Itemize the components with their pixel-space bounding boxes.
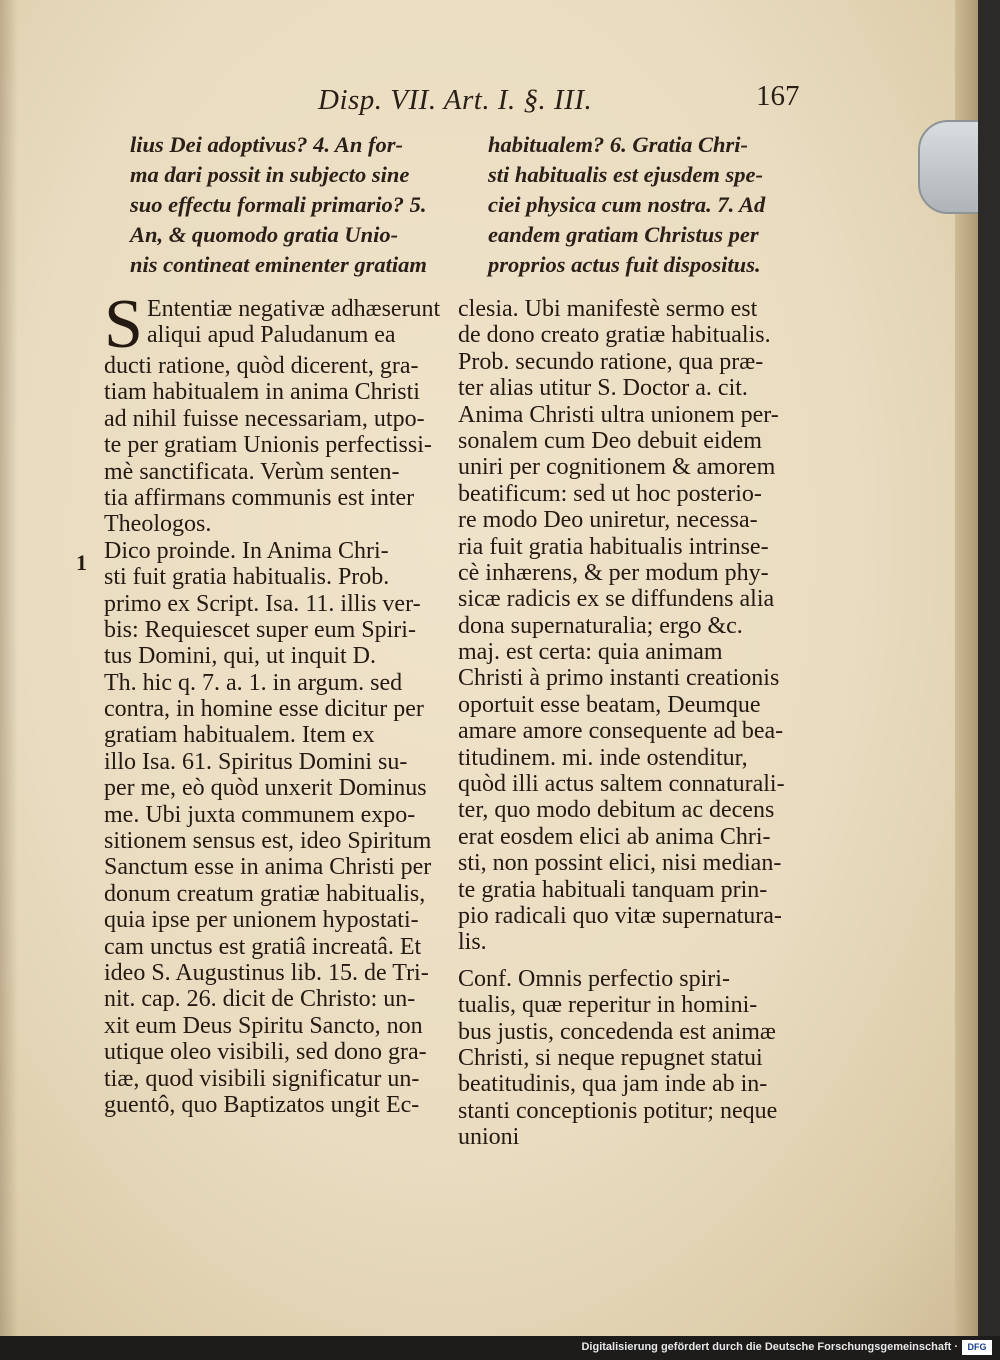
- text-line: te per gratiam Unionis perfectissi-: [104, 432, 432, 459]
- text-line: unioni: [458, 1124, 520, 1151]
- summary-line: ciei physica cum nostra. 7. Ad: [488, 192, 766, 217]
- right-paragraph-1: [458, 296, 795, 956]
- text-line: tiæ, quod visibili significatur un-: [104, 1065, 420, 1092]
- text-line: xit eum Deus Spiritu Sancto, non: [104, 1012, 423, 1039]
- page-clip: [918, 120, 978, 214]
- text-line: erat eosdem elici ab anima Chri-: [458, 823, 771, 850]
- text-line: ter alias utitur S. Doctor a. cit.: [458, 375, 748, 402]
- text-line: ad nihil fuisse necessariam, utpo-: [104, 405, 425, 432]
- text-line: stanti conceptionis potitur; neque: [458, 1097, 778, 1124]
- margin-mark: 1: [76, 550, 87, 575]
- text-line: sti, non possint elici, nisi median-: [458, 850, 782, 877]
- summary-line: nis contineat eminenter gratiam: [130, 252, 427, 277]
- text-line: re modo Deo uniretur, necessa-: [458, 507, 758, 534]
- text-line: contra, in homine esse dicitur per: [104, 696, 424, 723]
- text-line: amare amore consequente ad bea-: [458, 718, 784, 745]
- text-line: te gratia habituali tanquam prin-: [458, 876, 768, 903]
- text-line: utique oleo visibili, sed dono gra-: [104, 1039, 427, 1066]
- summary-left-column: [130, 130, 442, 280]
- left-paragraph-2: [104, 538, 447, 1119]
- text-line: pio radicali quo vitæ supernatura-: [458, 902, 782, 929]
- text-line: beatificum: sed ut hoc posterio-: [458, 480, 762, 507]
- text-line: guentô, quo Baptizatos ungit Ec-: [104, 1091, 420, 1118]
- text-line: per me, eò quòd unxerit Dominus: [104, 775, 427, 802]
- text-line: Conf. Omnis perfectio spiri-: [458, 965, 730, 992]
- text-line: donum creatum gratiæ habitualis,: [104, 880, 426, 907]
- text-line: dona supernaturalia; ergo &c.: [458, 612, 743, 639]
- text-line: illo Isa. 61. Spiritus Domini su-: [104, 748, 408, 775]
- text-line: Christi, si neque repugnet statui: [458, 1044, 763, 1071]
- summary-line: lius Dei adoptivus? 4. An for-: [130, 132, 403, 157]
- text-line: ducti ratione, quòd dicerent, gra-: [104, 353, 419, 379]
- text-line: tia affirmans communis est inter: [104, 484, 415, 511]
- text-line: tus Domini, qui, ut inquit D.: [104, 643, 377, 670]
- text-line: bis: Requiescet super eum Spiri-: [104, 616, 416, 643]
- text-line: titudinem. mi. inde ostenditur,: [458, 744, 748, 771]
- text-line: uniri per cognitionem & amorem: [458, 454, 776, 481]
- footer-credit: Digitalisierung gefördert durch die Deutsche Forschungsgemeinschaft ·: [581, 1341, 958, 1353]
- text-line: ideo S. Augustinus lib. 15. de Tri-: [104, 959, 429, 986]
- text-line: sitionem sensus est, ideo Spiritum: [104, 828, 432, 855]
- summary-right-column: [488, 130, 792, 280]
- text-line: sicæ radicis ex se diffundens alia: [458, 586, 775, 613]
- text-line: clesia. Ubi manifestè sermo est: [458, 296, 758, 322]
- summary-line: suo effectu formali primario? 5.: [130, 192, 427, 217]
- running-head: Disp. VII. Art. I. §. III.: [318, 84, 593, 116]
- text-line: Th. hic q. 7. a. 1. in argum. sed: [104, 669, 403, 696]
- left-text-column: [104, 286, 447, 1118]
- text-line: cam unctus est gratiâ increatâ. Et: [104, 933, 422, 960]
- text-line: primo ex Script. Isa. 11. illis ver-: [104, 590, 421, 617]
- text-line: tualis, quæ reperitur in homini-: [458, 992, 758, 1019]
- text-line: Sanctum esse in anima Christi per: [104, 854, 432, 881]
- text-line: me. Ubi juxta communem expo-: [104, 801, 416, 828]
- text-line: maj. est certa: quia animam: [458, 639, 723, 666]
- summary-line: An, & quomodo gratia Unio-: [130, 222, 399, 247]
- text-line: bus justis, concedenda est animæ: [458, 1018, 776, 1045]
- text-line: quia ipse per unionem hypostati-: [104, 907, 419, 934]
- right-paragraph-2: [458, 966, 795, 1151]
- spine-shadow: [0, 0, 18, 1336]
- text-line: Theologos.: [104, 511, 212, 538]
- text-line: cè inhærens, & per modum phy-: [458, 559, 769, 586]
- summary-line: habitualem? 6. Gratia Chri-: [488, 132, 749, 157]
- text-line: Anima Christi ultra unionem per-: [458, 401, 779, 428]
- text-line: beatitudinis, qua jam inde ab in-: [458, 1071, 768, 1098]
- text-line: de dono creato gratiæ habitualis.: [458, 322, 771, 349]
- text-line: aliqui apud Paludanum ea: [146, 322, 396, 349]
- text-line: ter, quo modo debitum ac decens: [458, 797, 775, 824]
- text-line: sti fuit gratia habitualis. Prob.: [104, 564, 390, 591]
- left-paragraph-1: [104, 353, 447, 538]
- text-line: gratiam habitualem. Item ex: [104, 722, 375, 749]
- drop-cap: S: [104, 286, 143, 363]
- right-text-column: [458, 296, 795, 1151]
- dropcap-paragraph-start: [104, 286, 447, 363]
- summary-line: proprios actus fuit dispositus.: [488, 252, 761, 277]
- text-line: Christi à primo instanti creationis: [458, 665, 780, 692]
- text-line: lis.: [458, 929, 487, 956]
- summary-line: eandem gratiam Christus per: [488, 222, 759, 247]
- text-line: sonalem cum Deo debuit eidem: [458, 427, 762, 454]
- dfg-logo-icon: DFG: [962, 1340, 992, 1355]
- text-line: quòd illi actus saltem connaturali-: [458, 771, 785, 798]
- text-line: oportuit esse beatam, Deumque: [458, 691, 761, 718]
- text-line: nit. cap. 26. dicit de Christo: un-: [104, 986, 416, 1013]
- text-line: Ententiæ negativæ adhæserunt: [146, 296, 441, 322]
- page-number: 167: [756, 80, 800, 112]
- text-line: tiam habitualem in anima Christi: [104, 379, 420, 406]
- summary-line: sti habitualis est ejusdem spe-: [488, 162, 764, 187]
- text-line: Dico proinde. In Anima Chri-: [104, 537, 389, 564]
- text-line: Prob. secundo ratione, qua præ-: [458, 348, 764, 375]
- text-line: mè sanctificata. Verùm senten-: [104, 458, 400, 485]
- summary-line: ma dari possit in subjecto sine: [130, 162, 410, 187]
- text-line: ria fuit gratia habitualis intrinse-: [458, 533, 769, 560]
